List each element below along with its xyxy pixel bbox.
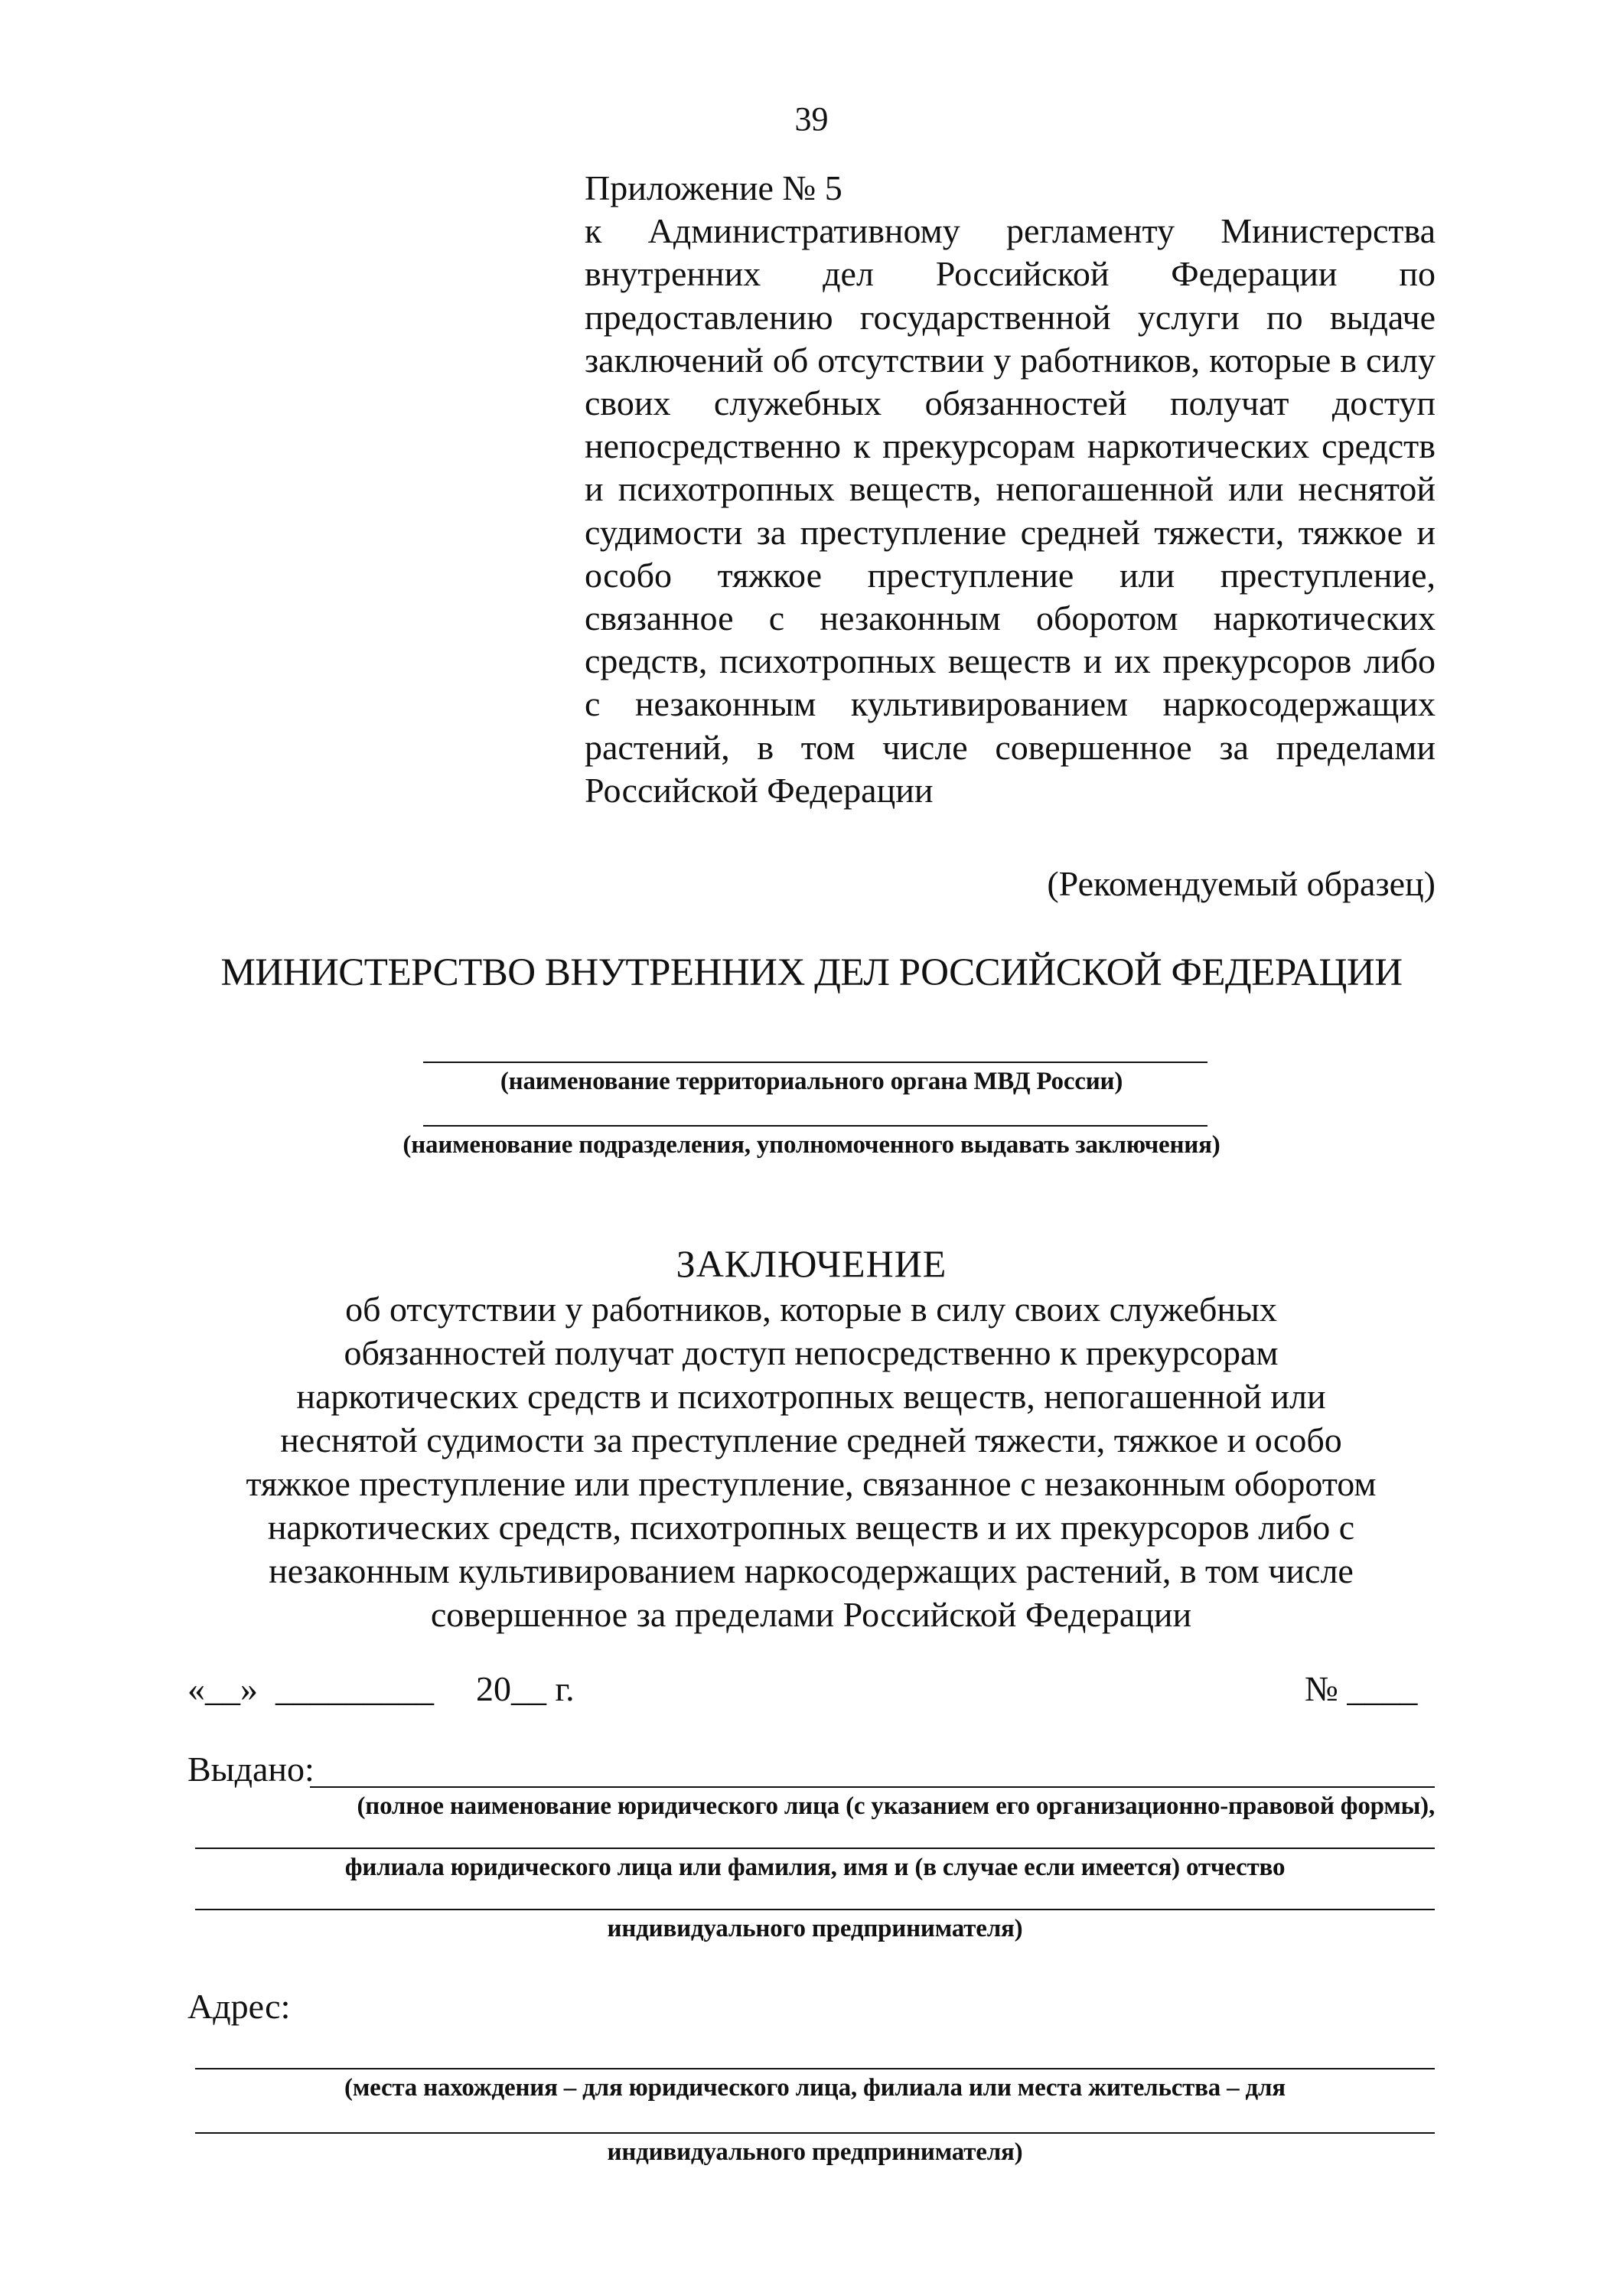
territorial-body-caption: (наименование территориального органа МВД России) xyxy=(500,1068,1123,1095)
document-number: № ____ xyxy=(1305,1669,1418,1708)
conclusion-title: ЗАКЛЮЧЕНИЕ xyxy=(676,1242,947,1285)
territorial-body-line xyxy=(423,1062,1207,1063)
address-line-1 xyxy=(195,2068,1435,2069)
address-caption-1: (места нахождения – для юридического лица, филиала или места жительства – для xyxy=(344,2074,1286,2102)
issued-caption-2: филиала юридического лица или фамилия, имя и (в случае если имеется) отчество xyxy=(344,1854,1286,1881)
issued-line-1 xyxy=(310,1786,1435,1788)
appendix-body: к Административному регламенту Министерства внутренних дел Российской Федерации по предоставлению государственной услуги по выдаче заключений об отсутствии у работников, которые в силу своих служебных обязанностей получат доступ непосредственно к прекурсорам наркотических средств и психотропных веществ, непогашенной или неснятой судимости за преступление средней тяжести, тяжкое и особо тяжкое преступление или преступление, связанное с незаконным оборотом наркотических средств, психотропных веществ и их прекурсоров либо с незаконным культивированием наркосодержащих растений, в том числе совершенное за пределами Российской Федерации xyxy=(585,211,1436,810)
recommended-sample-note: (Рекомендуемый образец) xyxy=(1047,864,1436,903)
conclusion-line: незаконным культивированием наркосодержащих растений, в том числе xyxy=(269,1551,1354,1590)
appendix-block xyxy=(585,167,1436,812)
issued-line-2 xyxy=(195,1848,1435,1849)
conclusion-line: наркотических средств, психотропных веществ и их прекурсоров либо с xyxy=(267,1508,1355,1547)
date-month-blank: _________ xyxy=(275,1669,434,1708)
conclusion-line: совершенное за пределами Российской Федерации xyxy=(430,1595,1192,1634)
conclusion-line: наркотических средств и психотропных веществ, непогашенной или xyxy=(296,1377,1326,1416)
address-label: Адрес: xyxy=(187,1987,291,2026)
issued-line-3 xyxy=(195,1909,1435,1910)
ministry-heading: МИНИСТЕРСТВО ВНУТРЕННИХ ДЕЛ РОССИЙСКОЙ ФЕДЕРАЦИИ xyxy=(220,951,1403,994)
issued-caption-1: (полное наименование юридического лица (с указанием его организационно-правовой формы), xyxy=(357,1792,1435,1820)
appendix-title: Приложение № 5 xyxy=(585,168,842,207)
page-number: 39 xyxy=(794,100,829,138)
address-line-2 xyxy=(195,2132,1435,2134)
issued-caption-3: индивидуального предпринимателя) xyxy=(607,1915,1023,1942)
conclusion-body xyxy=(176,1287,1446,1636)
subdivision-line xyxy=(423,1125,1207,1127)
conclusion-line: обязанностей получат доступ непосредственно к прекурсорам xyxy=(344,1333,1279,1372)
subdivision-caption: (наименование подразделения, уполномоченного выдавать заключения) xyxy=(402,1131,1221,1159)
date-day: «__» xyxy=(187,1669,258,1708)
issued-label: Выдано: xyxy=(187,1750,314,1789)
conclusion-line: тяжкое преступление или преступление, связанное с незаконным оборотом xyxy=(246,1464,1377,1503)
conclusion-line: об отсутствии у работников, которые в силу своих служебных xyxy=(345,1290,1277,1329)
conclusion-line: неснятой судимости за преступление средней тяжести, тяжкое и особо xyxy=(280,1420,1342,1459)
date-year: 20__ г. xyxy=(476,1669,575,1708)
address-caption-2: индивидуального предпринимателя) xyxy=(607,2138,1023,2166)
